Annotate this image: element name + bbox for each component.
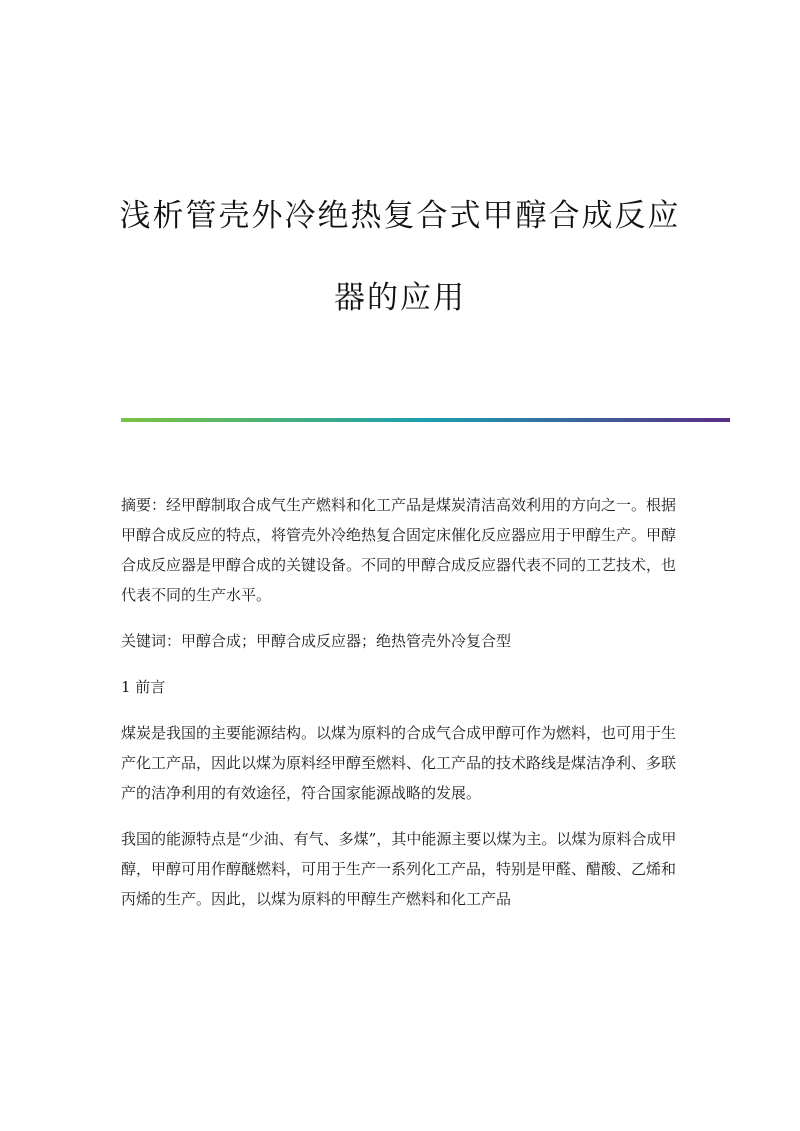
title-line-1: 浅析管壳外冷绝热复合式甲醇合成反应 (119, 198, 681, 234)
title-line-2: 器的应用 (334, 280, 466, 316)
keywords-line: 关键词：甲醇合成；甲醇合成反应器；绝热管壳外冷复合型 (121, 632, 512, 650)
body-paragraph-2: 我国的能源特点是“少油、有气、多煤”，其中能源主要以煤为主。以煤为原料合成甲醇，甲醇可用作醇醚燃料，可用于生产一系列化工产品，特别是甲醛、醋酸、乙烯和丙烯的生产。因此，以煤为原料的甲醇生产燃料和化工产品 (121, 830, 677, 908)
body-paragraph-1: 煤炭是我国的主要能源结构。以煤为原料的合成气合成甲醇可作为燃料，也可用于生产化工产品，因此以煤为原料经甲醇至燃料、化工产品的技术路线是煤洁净利、多联产的洁净利用的有效途径，符合国家能源战略的发展。 (121, 724, 677, 802)
section-heading: 1 前言 (121, 678, 166, 696)
abstract-paragraph: 摘要：经甲醇制取合成气生产燃料和化工产品是煤炭清洁高效利用的方向之一。根据甲醇合成反应的特点，将管壳外冷绝热复合固定床催化反应器应用于甲醇生产。甲醇合成反应器是甲醇合成的关键设备。不同的甲醇合成反应器代表不同的工艺技术，也代表不同的生产水平。 (121, 496, 677, 604)
document-body (121, 490, 681, 930)
title-divider (121, 418, 730, 422)
